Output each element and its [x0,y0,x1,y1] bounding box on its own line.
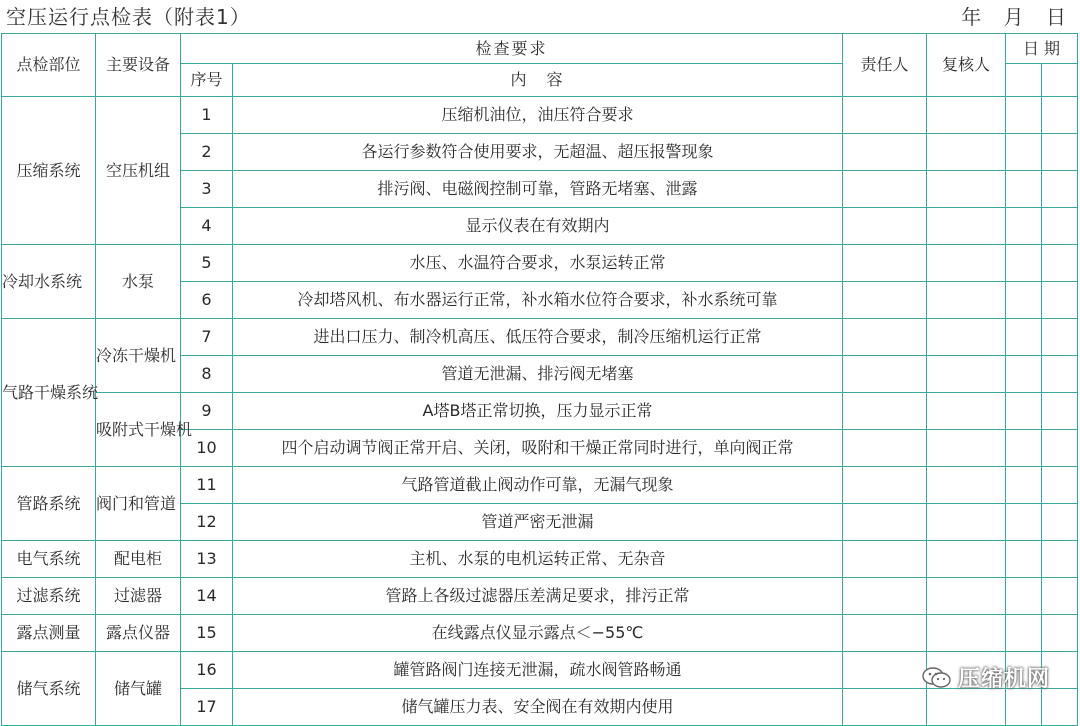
responsible-cell[interactable] [843,319,927,356]
date-cell[interactable] [1006,245,1042,282]
reviewer-cell[interactable] [927,689,1006,726]
header-reviewer: 复核人 [927,34,1006,97]
watermark [922,662,1050,693]
page-title: 空压运行点检表（附表1） [6,5,251,29]
content-cell: 储气罐压力表、安全阀在有效期内使用 [233,689,843,726]
responsible-cell[interactable] [843,578,927,615]
seq-cell: 10 [181,430,233,467]
date-cell[interactable] [1006,208,1042,245]
seq-cell: 16 [181,652,233,689]
equipment-cell: 吸附式干燥机 [96,393,181,467]
wechat-icon [922,666,952,690]
location-cell: 电气系统 [2,541,96,578]
date-cell[interactable] [1042,134,1078,171]
seq-cell: 11 [181,467,233,504]
title-bar [0,0,1080,32]
seq-cell: 15 [181,615,233,652]
header-requirements: 检查要求 [181,34,843,64]
inspection-sheet [1,33,1077,717]
header-content: 内 容 [233,64,843,97]
table-row [2,578,1078,615]
date-cell[interactable] [1006,689,1042,726]
date-cell[interactable] [1006,134,1042,171]
date-cell[interactable] [1042,393,1078,430]
responsible-cell[interactable] [843,97,927,134]
date-cell[interactable] [1006,97,1042,134]
reviewer-cell[interactable] [927,393,1006,430]
seq-cell: 6 [181,282,233,319]
equipment-cell: 过滤器 [96,578,181,615]
equipment-cell: 空压机组 [96,97,181,245]
reviewer-cell[interactable] [927,504,1006,541]
date-cell[interactable] [1006,356,1042,393]
responsible-cell[interactable] [843,245,927,282]
date-cell[interactable] [1006,541,1042,578]
watermark-text: 压缩机网 [957,667,1050,692]
location-cell: 压缩系统 [2,97,96,245]
responsible-cell[interactable] [843,393,927,430]
equipment-cell: 水泵 [96,245,181,319]
equipment-cell: 阀门和管道 [96,467,181,541]
date-cell[interactable] [1042,615,1078,652]
table-row [2,615,1078,652]
date-cell[interactable] [1042,319,1078,356]
content-cell: 压缩机油位，油压符合要求 [233,97,843,134]
responsible-cell[interactable] [843,171,927,208]
content-cell: 气路管道截止阀动作可靠，无漏气现象 [233,467,843,504]
content-cell: 各运行参数符合使用要求，无超温、超压报警现象 [233,134,843,171]
reviewer-cell[interactable] [927,541,1006,578]
responsible-cell[interactable] [843,615,927,652]
date-cell[interactable] [1042,171,1078,208]
table-row [2,652,1078,689]
header-responsible: 责任人 [843,34,927,97]
reviewer-cell[interactable] [927,578,1006,615]
responsible-cell[interactable] [843,467,927,504]
reviewer-cell[interactable] [927,97,1006,134]
header-row-1 [2,34,1078,64]
inspection-table [1,33,1078,726]
content-cell: 管道无泄漏、排污阀无堵塞 [233,356,843,393]
date-cell[interactable] [1006,393,1042,430]
date-cell[interactable] [1042,430,1078,467]
responsible-cell[interactable] [843,134,927,171]
seq-cell: 7 [181,319,233,356]
content-cell: 罐管路阀门连接无泄漏，疏水阀管路畅通 [233,652,843,689]
seq-cell: 9 [181,393,233,430]
location-cell: 过滤系统 [2,578,96,615]
content-cell: 管路上各级过滤器压差满足要求，排污正常 [233,578,843,615]
reviewer-cell[interactable] [927,245,1006,282]
responsible-cell[interactable] [843,689,927,726]
seq-cell: 3 [181,171,233,208]
reviewer-cell[interactable] [927,615,1006,652]
date-cell [1042,64,1078,97]
header-seq: 序号 [181,64,233,97]
table-row [2,467,1078,504]
responsible-cell[interactable] [843,541,927,578]
date-cell[interactable] [1042,356,1078,393]
date-cell[interactable] [1042,245,1078,282]
date-cell[interactable] [1042,97,1078,134]
date-header: 年 月 日 [961,5,1066,29]
seq-cell: 5 [181,245,233,282]
date-cell[interactable] [1006,615,1042,652]
location-cell: 冷却水系统 [2,245,96,319]
responsible-cell[interactable] [843,208,927,245]
table-row [2,97,1078,134]
seq-cell: 8 [181,356,233,393]
content-cell: 主机、水泵的电机运转正常、无杂音 [233,541,843,578]
content-cell: 排污阀、电磁阀控制可靠，管路无堵塞、泄露 [233,171,843,208]
reviewer-cell[interactable] [927,356,1006,393]
date-cell[interactable] [1042,282,1078,319]
location-cell: 储气系统 [2,652,96,726]
date-cell[interactable] [1042,208,1078,245]
seq-cell: 4 [181,208,233,245]
location-cell: 气路干燥系统 [2,319,96,467]
seq-cell: 17 [181,689,233,726]
location-cell: 露点测量 [2,615,96,652]
seq-cell: 12 [181,504,233,541]
seq-cell: 2 [181,134,233,171]
content-cell: 冷却塔风机、布水器运行正常，补水箱水位符合要求，补水系统可靠 [233,282,843,319]
table-row [2,541,1078,578]
location-cell: 管路系统 [2,467,96,541]
responsible-cell[interactable] [843,282,927,319]
header-location: 点检部位 [2,34,96,97]
table-row [2,245,1078,282]
seq-cell: 1 [181,97,233,134]
equipment-cell: 露点仪器 [96,615,181,652]
content-cell: 水压、水温符合要求，水泵运转正常 [233,245,843,282]
header-date: 日 期 [1006,34,1078,64]
content-cell: 管道严密无泄漏 [233,504,843,541]
content-cell: 在线露点仪显示露点＜−55℃ [233,615,843,652]
content-cell: 四个启动调节阀正常开启、关闭，吸附和干燥正常同时进行，单向阀正常 [233,430,843,467]
responsible-cell[interactable] [843,504,927,541]
reviewer-cell[interactable] [927,467,1006,504]
date-cell [1006,64,1042,97]
content-cell: 显示仪表在有效期内 [233,208,843,245]
date-cell[interactable] [1006,467,1042,504]
reviewer-cell[interactable] [927,282,1006,319]
date-cell[interactable] [1006,319,1042,356]
responsible-cell[interactable] [843,430,927,467]
date-cell[interactable] [1042,541,1078,578]
date-cell[interactable] [1006,171,1042,208]
date-cell[interactable] [1006,578,1042,615]
reviewer-cell[interactable] [927,319,1006,356]
responsible-cell[interactable] [843,652,927,689]
equipment-cell: 储气罐 [96,652,181,726]
table-row [2,393,1078,430]
responsible-cell[interactable] [843,356,927,393]
table-row [2,319,1078,356]
date-cell[interactable] [1006,430,1042,467]
reviewer-cell[interactable] [927,171,1006,208]
reviewer-cell[interactable] [927,430,1006,467]
reviewer-cell[interactable] [927,134,1006,171]
reviewer-cell[interactable] [927,208,1006,245]
equipment-cell: 配电柜 [96,541,181,578]
date-cell[interactable] [1042,504,1078,541]
date-cell[interactable] [1042,578,1078,615]
header-equipment: 主要设备 [96,34,181,97]
content-cell: 进出口压力、制冷机高压、低压符合要求，制冷压缩机运行正常 [233,319,843,356]
seq-cell: 14 [181,578,233,615]
date-cell[interactable] [1042,689,1078,726]
date-cell[interactable] [1042,467,1078,504]
seq-cell: 13 [181,541,233,578]
equipment-cell: 冷冻干燥机 [96,319,181,393]
date-cell[interactable] [1006,504,1042,541]
content-cell: A塔B塔正常切换，压力显示正常 [233,393,843,430]
date-cell[interactable] [1006,282,1042,319]
